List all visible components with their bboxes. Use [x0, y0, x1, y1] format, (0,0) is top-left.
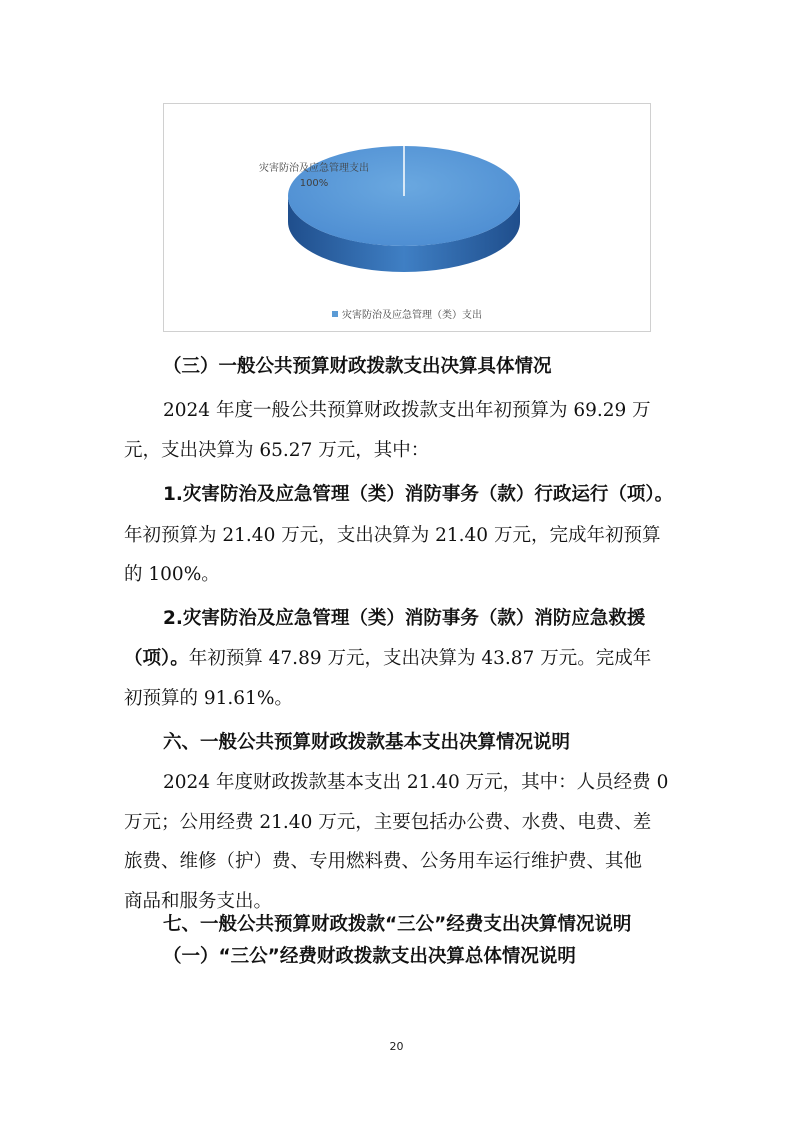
- paragraph-line: 的 100%。: [124, 564, 220, 585]
- item-1-heading: 1.灾害防治及应急管理（类）消防事务（款）行政运行（项）。: [163, 484, 674, 505]
- slice-category-label: 灾害防治及应急管理支出: [259, 163, 369, 174]
- paragraph-line: 万元；公用经费 21.40 万元，主要包括办公费、水费、电费、差: [124, 812, 652, 833]
- paragraph-line: 商品和服务支出。: [124, 891, 273, 912]
- section-3-heading: （三）一般公共预算财政拨款支出决算具体情况: [163, 356, 552, 377]
- paragraph-line: 元，支出决算为 65.27 万元，其中：: [124, 440, 430, 461]
- paragraph-line: [0, 646, 793, 672]
- slice-percent-label: 100%: [299, 178, 329, 189]
- paragraph-line: 旅费、维修（护）费、专用燃料费、公务用车运行维护费、其他: [124, 851, 643, 872]
- pie-chart-svg: [164, 104, 652, 333]
- item-2-heading-cont: （项）。: [124, 648, 189, 669]
- paragraph-line: 年初预算为 21.40 万元，支出决算为 21.40 万元，完成年初预算: [124, 525, 661, 546]
- paragraph-line: 2024 年度一般公共预算财政拨款支出年初预算为 69.29 万: [163, 400, 651, 421]
- pie-slice-label: [254, 161, 374, 191]
- pie-chart: [163, 103, 651, 332]
- page-number: 20: [389, 1040, 404, 1053]
- legend-swatch: [332, 311, 338, 317]
- section-6-heading: 六、一般公共预算财政拨款基本支出决算情况说明: [163, 732, 571, 753]
- section-7-heading: 七、一般公共预算财政拨款“三公”经费支出决算情况说明: [163, 914, 632, 935]
- item-2-text: 年初预算 47.89 万元，支出决算为 43.87 万元。完成年: [188, 648, 652, 669]
- item-2-heading: 2.灾害防治及应急管理（类）消防事务（款）消防应急救援: [163, 608, 646, 629]
- paragraph-line: 2024 年度财政拨款基本支出 21.40 万元，其中：人员经费 0: [163, 772, 669, 793]
- section-7-subheading: （一）“三公”经费财政拨款支出决算总体情况说明: [163, 946, 576, 967]
- chart-legend: [164, 306, 650, 321]
- legend-label: 灾害防治及应急管理（类）支出: [342, 310, 482, 321]
- paragraph-line: 初预算的 91.61%。: [124, 688, 293, 709]
